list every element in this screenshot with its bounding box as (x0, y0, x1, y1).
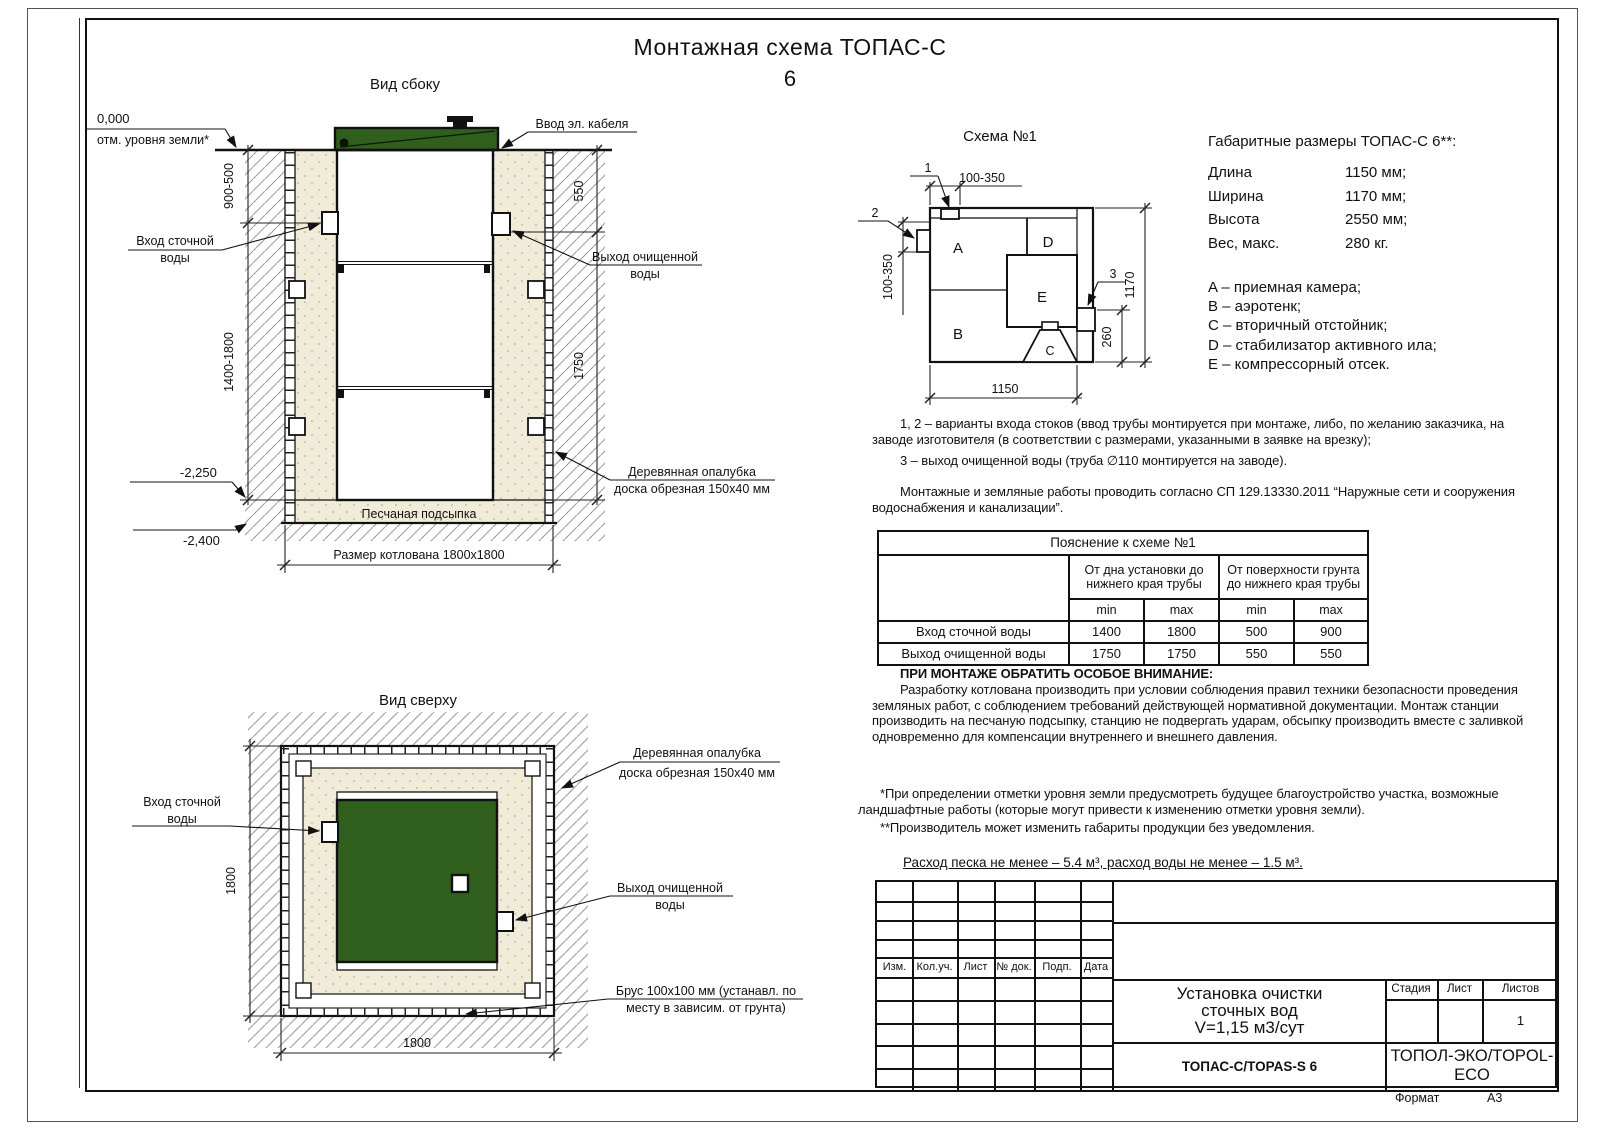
sheets-header: Листов (1501, 983, 1540, 995)
top-view-title: Вид сверху (378, 692, 458, 709)
notes-block (872, 416, 1515, 516)
level-2250-label: -2,250 (180, 465, 217, 480)
spec-label: Ширина (1208, 187, 1264, 205)
consumption-note: Расход песка не менее – 5.4 м³, расход воды не менее – 1.5 м³. (903, 855, 1303, 870)
legend-item: A – приемная камера; (1208, 278, 1362, 296)
table-row (878, 621, 1368, 643)
table-minmax: min (1069, 599, 1144, 621)
page-title-line2: 6 (783, 66, 797, 91)
sheet-margin-line (79, 18, 80, 1088)
legend-item: D – стабилизатор активного ила; (1208, 336, 1437, 354)
sheets-value: 1 (1516, 1013, 1525, 1028)
rev-header: Кол.уч. (916, 961, 953, 973)
title-block (875, 880, 1557, 1088)
dim-1750: 1750 (572, 352, 586, 380)
station-lid-top (337, 800, 497, 962)
note-line: водоснабжения и канализации”. (872, 500, 1064, 516)
dimensions-spec (1208, 133, 1538, 375)
warning-line: одновременно для компенсации внутреннего и внешнего давления. (872, 729, 1278, 745)
spec-value: 280 кг. (1345, 234, 1389, 252)
compartment-a: A (952, 240, 964, 257)
row-value: 1400 (1069, 621, 1144, 643)
product-title-2: сточных вод (1201, 1001, 1298, 1020)
note-line: 3 – выход очищенной воды (труба ∅110 монтируется на заводе). (900, 452, 1287, 468)
sand-bedding-label: Песчаная подсыпка (361, 507, 477, 521)
dim-1800-h: 1800 (403, 1036, 431, 1050)
cable-entry-label: Ввод эл. кабеля (535, 117, 629, 131)
inlet-label-2: воды (160, 251, 190, 265)
outlet-label-top-1: Выход очищенной (617, 881, 723, 895)
spec-value: 1150 мм; (1345, 164, 1407, 181)
inlet-pipe-top (322, 822, 338, 842)
inlet-variant-1 (941, 209, 959, 219)
side-view-drawing (85, 95, 785, 580)
rev-header: Лист (963, 961, 988, 973)
row-value: 900 (1294, 621, 1368, 643)
inlet-label-top-2: воды (167, 812, 197, 826)
format-value: А3 (1487, 1091, 1503, 1105)
compartment-d: D (1042, 234, 1054, 251)
inlet-label-top-1: Вход сточной (143, 795, 221, 809)
schema-title: Схема №1 (963, 128, 1037, 145)
inlet-variant-2 (917, 230, 930, 252)
inlet-pipe (322, 212, 338, 234)
warning-title: ПРИ МОНТАЖЕ ОБРАТИТЬ ОСОБОЕ ВНИМАНИЕ: (900, 666, 1214, 681)
row-value: 550 (1294, 643, 1368, 665)
outlet-pipe-top (497, 912, 513, 931)
formwork-label-1: Деревянная опалубка (628, 465, 756, 479)
format-label: Формат (1395, 1091, 1440, 1105)
dim-1150: 1150 (991, 382, 1019, 396)
note-line: 1, 2 – варианты входа стоков (ввод трубы монтируется при монтаже, либо, по желанию заказчика, на (900, 416, 1505, 431)
row-name: Вход сточной воды (878, 621, 1069, 643)
compartment-c: C (1045, 344, 1055, 358)
explanation-table (877, 530, 1369, 666)
footnote-line: *При определении отметки уровня земли предусмотреть будущее благоустройство участка, возможные (880, 786, 1499, 801)
inlet-label-1: Вход сточной (136, 234, 214, 248)
outlet-label-1: Выход очищенной (592, 250, 698, 264)
pit-size-label: Размер котлована 1800х1800 (333, 548, 505, 562)
table-minmax: max (1294, 599, 1368, 621)
point-3: 3 (1109, 267, 1117, 281)
formwork-label-2: доска обрезная 150х40 мм (614, 482, 770, 496)
footnote-line: ландшафтные работы (которые могут привести к изменению отметки уровня земли). (858, 801, 1365, 817)
legend-item: C – вторичный отстойник; (1208, 317, 1388, 335)
row-value: 1750 (1069, 643, 1144, 665)
model-name: ТОПАС-С/TOPAS-S 6 (1181, 1058, 1318, 1074)
footnote-line: **Производитель может изменить габариты продукции без уведомления. (880, 819, 1315, 835)
dim-900-500: 900-500 (222, 163, 236, 209)
product-title-1: Установка очистки (1176, 984, 1323, 1003)
rev-header: Дата (1083, 961, 1109, 973)
brand-name: ТОПОЛ-ЭКО/TOPOL-ECO (1390, 1047, 1554, 1084)
table-group-header: От поверхности грунта до нижнего края трубы (1219, 555, 1368, 599)
table-minmax: min (1219, 599, 1294, 621)
dim-left-100-350: 100-350 (881, 254, 895, 300)
warning-line: Разработку котлована производить при условии соблюдения правил техники безопасности проведения (900, 681, 1518, 697)
zero-mark-label: 0,000 (97, 111, 130, 126)
compartment-e: E (1036, 289, 1048, 306)
top-view-drawing (85, 665, 825, 1065)
outlet-pipe (492, 213, 510, 235)
rev-header: Изм. (882, 961, 907, 973)
dim-260: 260 (1100, 326, 1114, 348)
legend-item: B – аэротенк; (1208, 297, 1302, 315)
compartment-legend (1208, 278, 1538, 375)
table-minmax: max (1144, 599, 1219, 621)
dim-550: 550 (572, 180, 586, 202)
row-name: Выход очищенной воды (878, 643, 1069, 665)
point-1: 1 (924, 161, 932, 175)
station-lid (335, 116, 498, 150)
dim-1800-v: 1800 (224, 867, 238, 895)
page-title: Монтажная схема ТОПАС-С (633, 34, 947, 60)
spec-value: 1170 мм; (1345, 187, 1407, 205)
spec-title: Габаритные размеры ТОПАС-С 6**: (1208, 133, 1457, 150)
compartment-b: B (952, 326, 964, 343)
side-view-title: Вид сбоку (370, 76, 440, 93)
beam-label-2: месту в зависим. от грунта) (626, 1001, 786, 1015)
table-row (878, 643, 1368, 665)
schema-body (917, 208, 1095, 362)
row-value: 1800 (1144, 621, 1219, 643)
outlet-3 (1077, 308, 1095, 331)
spec-label: Длина (1208, 164, 1252, 181)
row-value: 1750 (1144, 643, 1219, 665)
outlet-label-2: воды (630, 267, 660, 281)
warning-line: производить на песчаную подсыпку, станцию не подвергать ударам, обсыпку производить вместе с заливкой (872, 713, 1524, 729)
spec-value: 2550 мм; (1345, 211, 1408, 228)
warning-line: земляных работ, с соблюдением требований действующей нормативной документации. Монтаж станции (872, 697, 1499, 713)
lid-hatch (452, 875, 468, 892)
level-2400-label: -2,400 (183, 533, 220, 548)
rev-header: № док. (996, 961, 1032, 973)
schema-drawing (850, 125, 1180, 415)
row-value: 500 (1219, 621, 1294, 643)
sheet-header: Лист (1447, 983, 1472, 995)
product-title-3: V=1,15 м3/сут (1194, 1018, 1305, 1037)
legend-item: E – компрессорный отсек. (1208, 356, 1390, 374)
rev-header: Подп. (1042, 961, 1072, 973)
footnotes-block (858, 786, 1498, 835)
warning-block (872, 666, 1523, 745)
spec-label: Вес, макс. (1208, 234, 1280, 252)
outlet-label-top-2: воды (655, 898, 685, 912)
stage-header: Стадия (1391, 983, 1431, 995)
dim-top-100-350: 100-350 (959, 171, 1005, 185)
table-title: Пояснение к схеме №1 (878, 531, 1368, 555)
row-value: 550 (1219, 643, 1294, 665)
dim-1400-1800: 1400-1800 (222, 332, 236, 392)
formwork-label-top-2: доска обрезная 150х40 мм (619, 766, 775, 780)
station-tank (337, 150, 493, 500)
note-line: Монтажные и земляные работы проводить согласно СП 129.13330.2011 “Наружные сети и сооружения (900, 484, 1515, 500)
table-corner-cell (878, 555, 1069, 621)
vent-cap (447, 116, 473, 122)
table-group-header: От дна установки до нижнего края трубы (1069, 555, 1219, 599)
ground-level-label: отм. уровня земли* (97, 133, 210, 147)
formwork-label-top-1: Деревянная опалубка (633, 746, 761, 760)
point-2: 2 (871, 206, 879, 220)
product-title (1114, 979, 1385, 1042)
note-line: заводе изготовителя (в соответствии с размерами, указанными в заявке на врезку); (872, 431, 1371, 447)
beam-label-1: Брус 100х100 мм (устанавл. по (615, 984, 797, 998)
spec-label: Высота (1208, 211, 1260, 228)
dim-1170: 1170 (1123, 271, 1137, 299)
